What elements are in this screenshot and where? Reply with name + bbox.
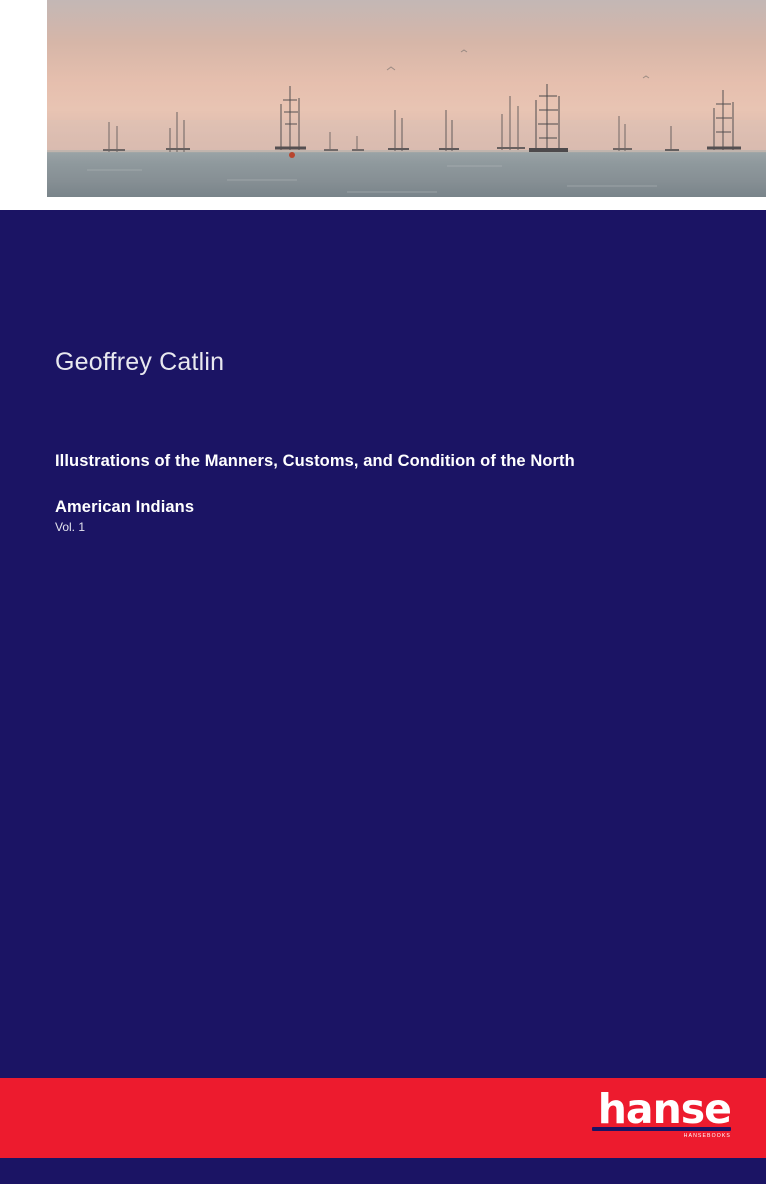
book-volume: Vol. 1 bbox=[55, 520, 86, 534]
publisher-logo bbox=[551, 1087, 731, 1149]
book-author: Geoffrey Catlin bbox=[55, 348, 225, 376]
book-title-line-2: American Indians bbox=[55, 498, 195, 516]
cover-footer-strip bbox=[0, 1158, 766, 1184]
book-title-line-1: Illustrations of the Manners, Customs, and Condition of the North bbox=[55, 452, 575, 470]
publisher-name: hanse bbox=[597, 1085, 731, 1133]
tall-ships-at-sea-photograph bbox=[47, 0, 766, 197]
cover-photo bbox=[47, 0, 766, 197]
publisher-tagline: HANSEBOOKS bbox=[683, 1133, 731, 1139]
book-title bbox=[55, 438, 695, 530]
